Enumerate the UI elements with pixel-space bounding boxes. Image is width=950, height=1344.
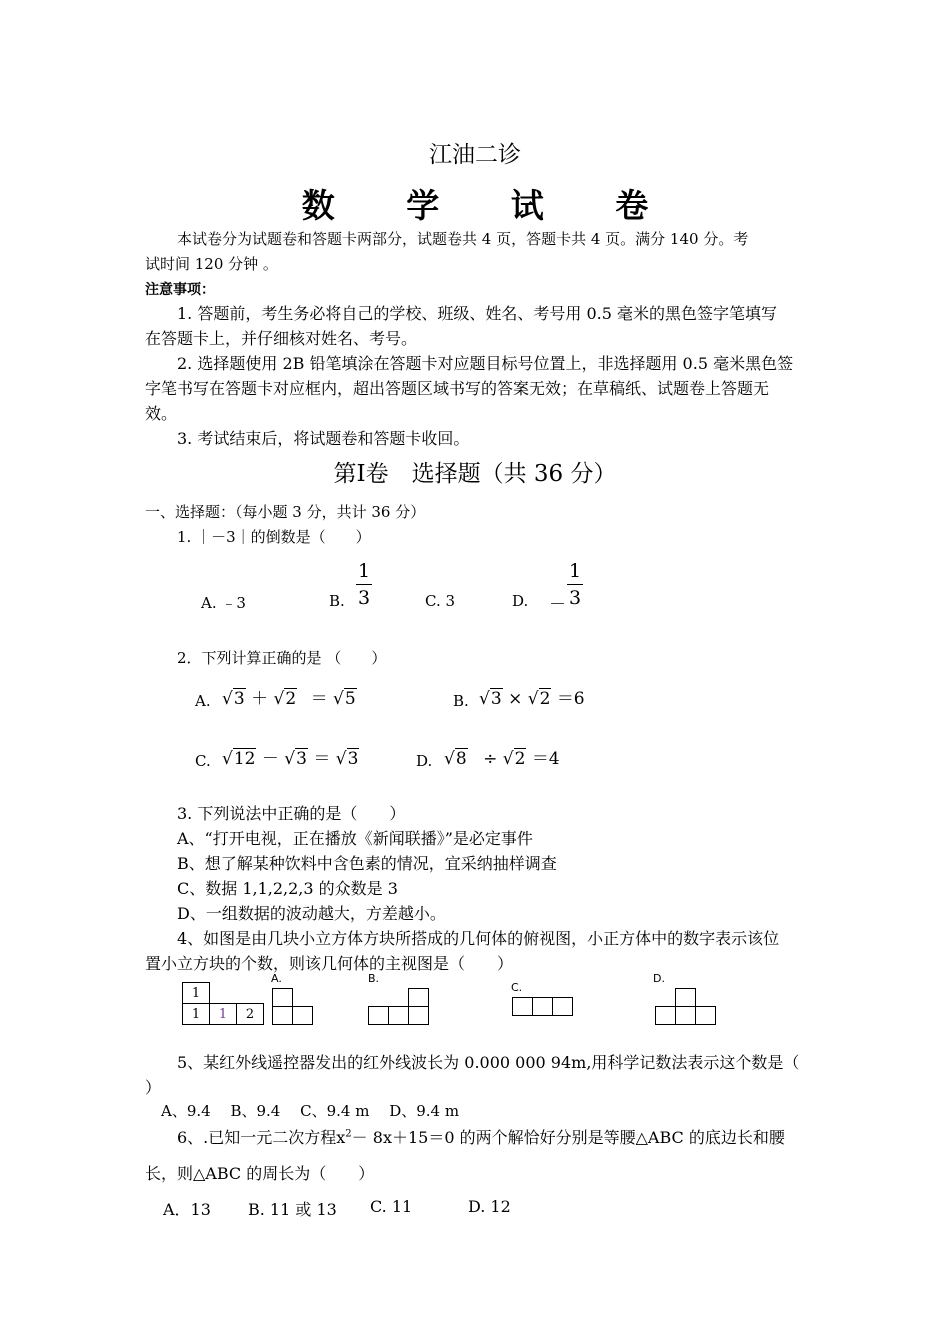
q4-option-b-figure xyxy=(368,988,429,1025)
note-2-line-2: 字笔书写在答题卡对应框内，超出答题区域书写的答案无效；在草稿纸、试题卷上答题无 xyxy=(145,379,770,398)
notes-heading: 注意事项： xyxy=(145,282,215,298)
q6-stem-part-1: 6、.已知一元二次方程x xyxy=(177,1128,346,1147)
note-2-line-1: 2. 选择题使用 2B 铅笔填涂在答题卡对应题目标号位置上，非选择题用 0.5 毫米黑色签 xyxy=(177,354,794,373)
q5-stem-line-2: ） xyxy=(145,1078,162,1097)
q4-option-a-figure xyxy=(272,988,313,1025)
q6-stem-part-2: － 8x＋15＝0 的两个解恰好分别是等腰△ABC 的底边长和腰 xyxy=(351,1128,785,1147)
q2-b-operator: × xyxy=(508,689,523,709)
q6-stem-line-2: 长，则△ABC 的周长为（ ） xyxy=(145,1164,375,1183)
q4-option-c-figure xyxy=(512,997,573,1016)
q1-d-numerator: 1 xyxy=(568,560,582,582)
q3-option-c: C、数据 1,1,2,2,3 的众数是 3 xyxy=(177,879,398,898)
q1-option-c: C. 3 xyxy=(425,592,456,610)
q2-c-radicand-1: 12 xyxy=(233,749,256,769)
q4-grid-cell: 1 xyxy=(210,1004,237,1025)
q2-option-d-label: D. xyxy=(416,752,433,770)
q2-option-c-expr: √12 － √3 ＝ √3 xyxy=(222,749,359,769)
q1-option-d: D. xyxy=(512,592,529,610)
q5-stem-line-1: 5、某红外线遥控器发出的红外线波长为 0.000 000 94m,用科学记数法表示这个数是（ xyxy=(177,1053,800,1072)
q2-a-operator: ＋ xyxy=(251,689,269,709)
q4-grid-cell: 2 xyxy=(237,1004,264,1025)
exam-subtitle: 江油二诊 xyxy=(429,142,521,168)
q6-stem-line-1 xyxy=(177,1125,785,1148)
q5-options: A、9.4 B、9.4 C、9.4 m D、9.4 m xyxy=(161,1102,460,1120)
q4-option-b-label: B. xyxy=(368,972,380,985)
intro-line-2: 试时间 120 分钟 。 xyxy=(145,255,278,273)
exam-title: 数 学 试 卷 xyxy=(301,186,679,225)
q2-option-a-label: A. xyxy=(195,692,211,710)
q2-d-radicand-1: 8 xyxy=(455,749,467,769)
q4-option-a-label: A. xyxy=(271,972,282,985)
q4-stem-line-2: 置小立方块的个数，则该几何体的主视图是（ ） xyxy=(145,954,514,973)
q4-grid-cell: 1 xyxy=(183,1004,210,1025)
note-1-line-2: 在答题卡上，并仔细核对姓名、考号。 xyxy=(145,329,418,348)
q2-b-radicand-1: 3 xyxy=(490,689,502,709)
q1-b-denominator: 3 xyxy=(357,587,371,609)
q2-b-radicand-2: 2 xyxy=(539,689,551,709)
q2-c-operator: － xyxy=(261,749,279,769)
q2-option-c-label: C. xyxy=(195,752,211,770)
q2-d-radicand-2: 2 xyxy=(514,749,526,769)
q2-option-d-expr: √8 ÷ √2 ＝4 xyxy=(444,749,560,769)
section-title: 第Ⅰ卷 选择题（共 36 分） xyxy=(333,461,617,487)
part-heading: 一、选择题：（每小题 3 分，共计 36 分） xyxy=(145,503,426,521)
q6-option-b: B. 11 或 13 xyxy=(248,1200,337,1219)
q4-grid-cell: 1 xyxy=(183,983,210,1004)
q6-option-a: A．13 xyxy=(163,1200,211,1219)
note-1-line-1: 1. 答题前，考生务必将自己的学校、班级、姓名、考号用 0.5 毫米的黑色签字笔填写 xyxy=(177,304,777,323)
intro-line-1: 本试卷分为试题卷和答题卡两部分，试题卷共 4 页，答题卡共 4 页。满分 140 分。考 xyxy=(177,230,749,248)
q2-d-result: ＝4 xyxy=(531,749,560,769)
q1-option-a: A. ﹣3 xyxy=(201,594,246,612)
q2-a-radicand-3: 5 xyxy=(344,689,356,709)
q2-b-result: ＝6 xyxy=(556,689,585,709)
note-3: 3. 考试结束后，将试题卷和答题卡收回。 xyxy=(177,429,470,448)
q3-option-b: B、想了解某种饮料中含色素的情况，宜采纳抽样调查 xyxy=(177,854,557,873)
q2-a-radicand-1: 3 xyxy=(233,689,245,709)
q1-option-b: B. xyxy=(329,592,345,610)
q2-d-operator: ÷ xyxy=(483,749,498,769)
q6-option-c: C. 11 xyxy=(370,1197,413,1216)
q2-c-radicand-3: 3 xyxy=(347,749,359,769)
q1-stem: 1. ｜－3｜的倒数是（ ） xyxy=(177,528,371,546)
q1-b-numerator: 1 xyxy=(357,560,371,582)
q4-stem-line-1: 4、如图是由几块小立方体方块所搭成的几何体的俯视图，小正方体中的数字表示该位 xyxy=(177,929,780,948)
q4-option-d-label: D. xyxy=(653,972,665,985)
q6-exponent: 2 xyxy=(345,1128,352,1140)
q4-top-view-grid xyxy=(182,982,264,1025)
q1-fraction-d xyxy=(567,560,583,609)
q3-stem: 3. 下列说法中正确的是（ ） xyxy=(177,804,406,823)
q2-a-radicand-2: 2 xyxy=(285,689,297,709)
q2-a-equals: ＝ xyxy=(310,689,328,709)
q3-option-a: A、“打开电视，正在播放《新闻联播》”是必定事件 xyxy=(177,829,533,848)
q4-option-d-figure xyxy=(655,988,716,1025)
q1-d-denominator: 3 xyxy=(568,587,582,609)
q2-c-radicand-2: 3 xyxy=(296,749,307,769)
q1-d-minus: － xyxy=(549,595,566,615)
q6-option-d: D. 12 xyxy=(468,1197,511,1216)
q3-option-d: D、一组数据的波动越大，方差越小。 xyxy=(177,904,446,923)
q2-stem: 2．下列计算正确的是 （ ） xyxy=(177,649,387,667)
note-2-line-3: 效。 xyxy=(145,404,178,423)
q4-option-c-label: C. xyxy=(511,981,523,994)
q2-option-a-expr: √3 ＋ √2 ＝ √5 xyxy=(222,689,356,709)
q2-option-b-label: B. xyxy=(453,692,469,710)
q2-c-equals: ＝ xyxy=(313,749,331,769)
q2-option-b-expr: √3 × √2 ＝6 xyxy=(479,689,585,709)
q1-fraction-b xyxy=(356,560,372,609)
